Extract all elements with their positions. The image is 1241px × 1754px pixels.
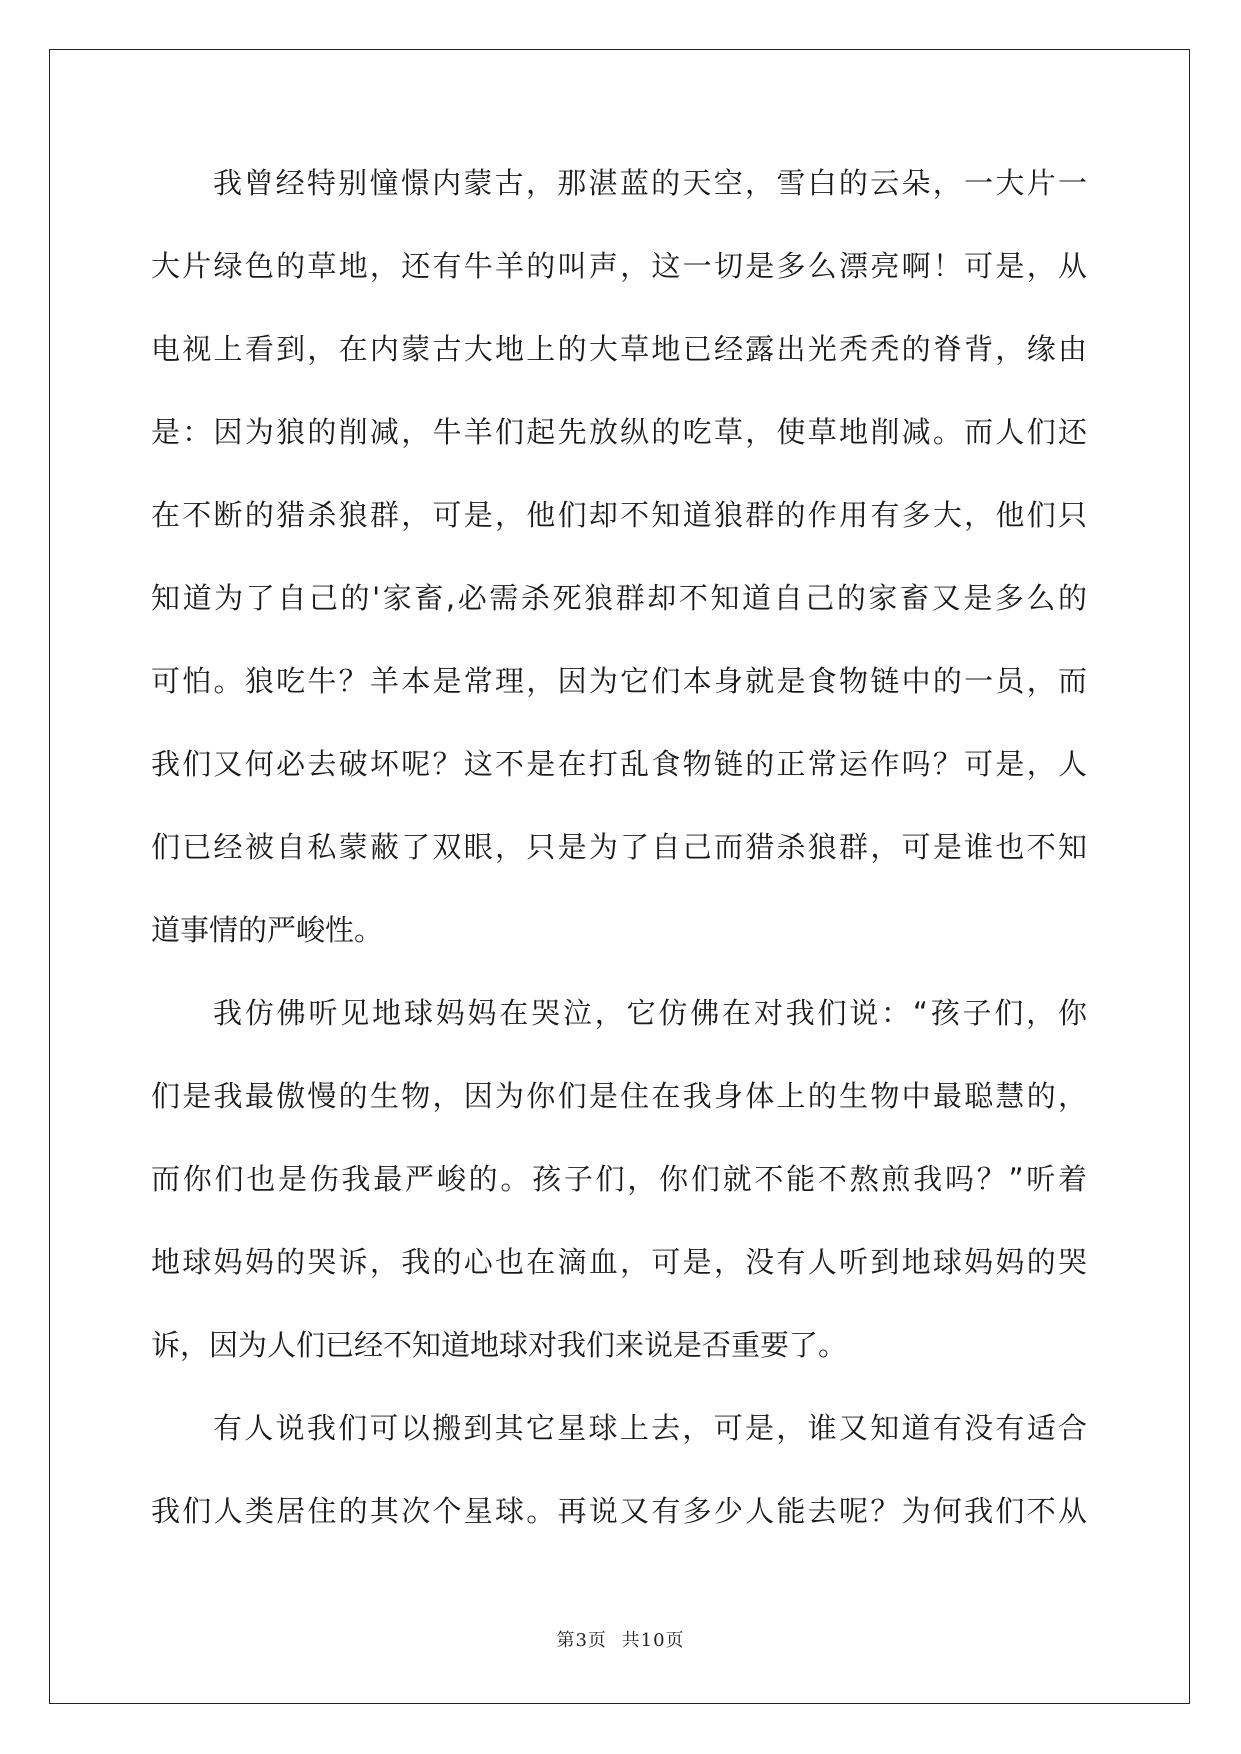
text-line: 们是我最傲慢的生物，因为你们是住在我身体上的生物中最聪慧的，	[151, 1079, 1087, 1113]
text-line: 在不断的猎杀狼群，可是，他们却不知道狼群的作用有多大，他们只	[151, 498, 1087, 532]
page-number-footer: 第3页 共10页	[556, 1630, 685, 1651]
text-line: 们已经被自私蒙蔽了双眼，只是为了自己而猎杀狼群，可是谁也不知	[151, 830, 1087, 864]
text-line: 我们又何必去破坏呢？这不是在打乱食物链的正常运作吗？可是，人	[151, 747, 1087, 781]
text-line: 大片绿色的草地，还有牛羊的叫声，这一切是多么漂亮啊！可是，从	[151, 249, 1087, 283]
text-line: 我仿佛听见地球妈妈在哭泣，它仿佛在对我们说：“孩子们，你	[213, 996, 1087, 1030]
text-line: 地球妈妈的哭诉，我的心也在滴血，可是，没有人听到地球妈妈的哭	[151, 1245, 1087, 1279]
text-line: 有人说我们可以搬到其它星球上去，可是，谁又知道有没有适合	[213, 1411, 1087, 1445]
text-line: 可怕。狼吃牛？羊本是常理，因为它们本身就是食物链中的一员，而	[151, 664, 1087, 698]
text-line: 我曾经特别憧憬内蒙古，那湛蓝的天空，雪白的云朵，一大片一	[213, 166, 1087, 200]
text-line: 道事情的严峻性。	[151, 913, 384, 947]
text-line: 而你们也是伤我最严峻的。孩子们，你们就不能不熬煎我吗？”听着	[151, 1162, 1087, 1196]
text-line: 电视上看到，在内蒙古大地上的大草地已经露出光秃秃的脊背，缘由	[151, 332, 1087, 366]
text-line: 我们人类居住的其次个星球。再说又有多少人能去呢？为何我们不从	[151, 1494, 1087, 1528]
text-line: 知道为了自己的'家畜,必需杀死狼群却不知道自己的家畜又是多么的	[151, 581, 1087, 615]
document-body	[151, 163, 1087, 1574]
text-line: 诉，因为人们已经不知道地球对我们来说是否重要了。	[151, 1328, 848, 1362]
text-line: 是：因为狼的削减，牛羊们起先放纵的吃草，使草地削减。而人们还	[151, 415, 1087, 449]
